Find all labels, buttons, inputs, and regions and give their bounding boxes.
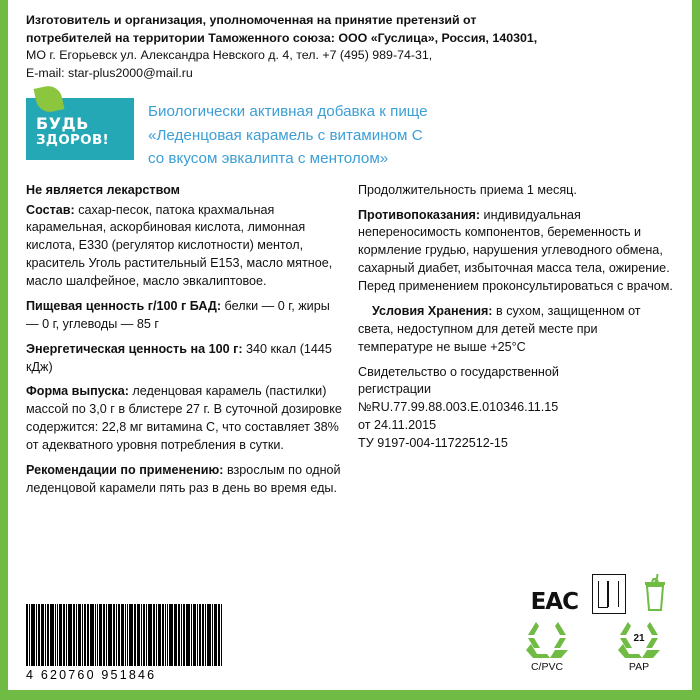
info-columns — [8, 174, 692, 498]
product-title — [134, 94, 428, 169]
brand-logo — [26, 98, 134, 160]
waste-bin-icon — [640, 574, 670, 614]
recycle-number-pap: 21 — [633, 633, 645, 644]
not-medicine-label: Не является лекарством — [26, 182, 180, 197]
brand-logo-line-1: БУДЬ — [36, 114, 89, 134]
glass-and-fork-icon — [592, 574, 626, 614]
storage-paragraph — [358, 303, 674, 357]
form-label: Форма выпуска: — [26, 384, 129, 399]
product-title-line-3: со вкусом эвкалипта с ментолом» — [148, 149, 389, 167]
recycle-mark-pap — [608, 620, 670, 673]
nutrition-text: белки — 0 г, жиры — 0 г, углеводы — 85 г — [26, 298, 330, 331]
manufacturer-line-3: МО г. Егорьевск ул. Александра Невского д. 4, тел. +7 (495) 989-74-31, — [26, 48, 433, 63]
recycle-triangle-icon — [616, 620, 662, 660]
manufacturer-line-4: E-mail: star-plus2000@mail.ru — [26, 65, 193, 80]
certificate-line-5: ТУ 9197-004-11722512-15 — [358, 436, 508, 451]
storage-text: в сухом, защищенном от света, недоступном для детей месте при температуре не выше +25°С — [358, 303, 641, 354]
barcode-icon — [26, 604, 316, 666]
composition-paragraph — [26, 202, 342, 291]
certificate-line-4: от 24.11.2015 — [358, 418, 437, 433]
certificate-line-3: №RU.77.99.88.003.Е.010346.11.15 — [358, 400, 559, 415]
certificate-paragraph — [358, 364, 674, 453]
form-paragraph — [26, 383, 342, 455]
barcode-digits: 4 620760 951846 — [26, 668, 157, 682]
form-text: леденцовая карамель (пастилки) массой по 3,0 г в блистере 27 г. В суточной дозировке содержится: 22,8 мг витамина С, что составляет 38% от адекватного уровня потребления в сутки. — [26, 384, 342, 453]
manufacturer-line-1: Изготовитель и организация, уполномоченная на принятие претензий от — [26, 13, 477, 27]
marks-top-row — [480, 568, 670, 614]
marks-bottom-row — [480, 620, 670, 673]
certificate-line-2: регистрации — [358, 382, 431, 397]
nutrition-label: Пищевая ценность г/100 г БАД: — [26, 298, 222, 313]
eac-mark — [531, 591, 578, 614]
recycle-mark-pvc — [516, 620, 578, 673]
bottom-row — [26, 562, 674, 682]
contraindications-paragraph — [358, 207, 674, 296]
recommendation-text: взрослым по одной леденцовой карамели пять раз в день во время еды. — [26, 462, 341, 495]
energy-text: 340 ккал (1445 кДж) — [26, 341, 332, 374]
product-title-line-1: Биологически активная добавка к пище — [148, 103, 428, 121]
storage-label: Условия Хранения: — [372, 303, 493, 318]
barcode-block — [26, 604, 316, 682]
energy-label: Энергетическая ценность на 100 г: — [26, 341, 243, 356]
bottom-green-bar — [8, 690, 692, 700]
duration-paragraph: Продолжительность приема 1 месяц. — [358, 182, 577, 197]
right-column — [358, 182, 674, 498]
not-medicine-note — [26, 182, 342, 200]
certificate-line-1: Свидетельство о государственной — [358, 364, 559, 379]
eac-icon: EAC — [530, 589, 578, 615]
leaf-icon — [34, 84, 65, 115]
recycle-triangle-icon — [524, 620, 570, 660]
regulatory-marks — [480, 568, 670, 680]
brand-title-band — [8, 86, 692, 173]
manufacturer-line-2: потребителей на территории Таможенного союза: ООО «Гуслица», Россия, 140301, — [26, 30, 538, 45]
manufacturer-block — [8, 0, 692, 86]
energy-paragraph — [26, 341, 342, 377]
contraindications-text: индивидуальная непереносимость компонентов, беременность и кормление грудью, нарушения углеводного обмена, сахарный диабет, избыточная масса тела, ожирение. Перед применением проконсультироваться с врачом. — [358, 207, 673, 294]
product-title-line-2: «Леденцовая карамель с витамином С — [148, 126, 423, 144]
contraindications-label: Противопоказания: — [358, 207, 481, 222]
composition-text: сахар-песок, патока крахмальная карамельная, аскорбиновая кислота, лимонная кислота, E330 (регулятор кислотности) ментол, краситель Уголь растительный E153, масло мятное, масло шалфейное, масло эвкалиптовое. — [26, 202, 333, 289]
left-column — [26, 182, 342, 498]
recycle-code-pvc: C/PVC — [530, 661, 564, 673]
recommendation-paragraph — [26, 462, 342, 498]
recommendation-label: Рекомендации по применению: — [26, 462, 224, 477]
composition-label: Состав: — [26, 202, 75, 217]
brand-logo-line-2: ЗДОРОВ! — [36, 132, 110, 149]
nutrition-paragraph — [26, 298, 342, 334]
recycle-code-pap: PAP — [628, 661, 650, 673]
